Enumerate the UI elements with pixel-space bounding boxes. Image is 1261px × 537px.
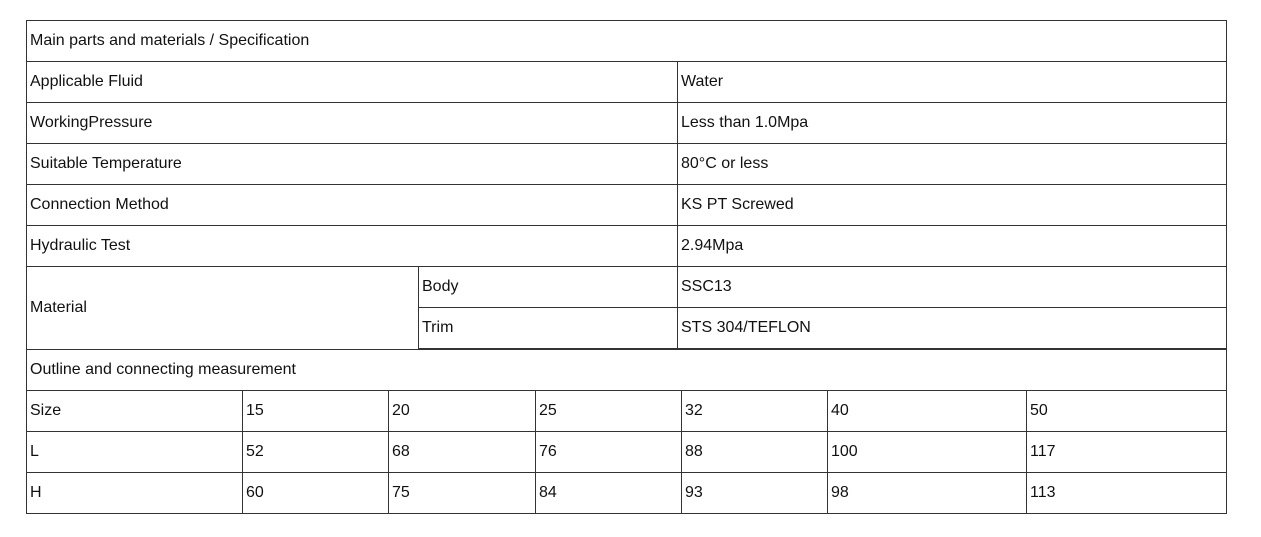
outline-cell: 117 [1027, 432, 1227, 473]
outline-cell: 75 [389, 473, 536, 514]
outline-cell: 60 [243, 473, 389, 514]
outline-row-h [27, 473, 1227, 514]
spec-row [27, 62, 1227, 103]
outline-cell: 113 [1027, 473, 1227, 514]
outline-cell: 20 [389, 391, 536, 432]
spec-label: Applicable Fluid [27, 62, 678, 103]
spec-label: Suitable Temperature [27, 144, 678, 185]
outline-cell: 52 [243, 432, 389, 473]
specification-table [26, 20, 1227, 350]
outline-title-row [27, 350, 1227, 391]
material-part-name: Body [419, 267, 678, 308]
outline-cell: 76 [536, 432, 682, 473]
outline-row-label: L [27, 432, 243, 473]
spec-row [27, 144, 1227, 185]
spec-label: WorkingPressure [27, 103, 678, 144]
outline-cell: 32 [682, 391, 828, 432]
outline-cell: 100 [828, 432, 1027, 473]
outline-cell: 50 [1027, 391, 1227, 432]
material-part-value: STS 304/TEFLON [678, 308, 1227, 350]
material-row-body [27, 267, 1227, 308]
outline-title: Outline and connecting measurement [27, 350, 1227, 391]
spec-title: Main parts and materials / Specification [27, 21, 1227, 62]
spec-value: Less than 1.0Mpa [678, 103, 1227, 144]
outline-cell: 25 [536, 391, 682, 432]
outline-row-label: H [27, 473, 243, 514]
material-part-name: Trim [419, 308, 678, 350]
spec-value: KS PT Screwed [678, 185, 1227, 226]
spec-label: Hydraulic Test [27, 226, 678, 267]
spec-row [27, 185, 1227, 226]
outline-row-l [27, 432, 1227, 473]
outline-cell: 93 [682, 473, 828, 514]
outline-row-size [27, 391, 1227, 432]
outline-cell: 15 [243, 391, 389, 432]
spec-row [27, 226, 1227, 267]
spec-label: Connection Method [27, 185, 678, 226]
spec-value: 80°C or less [678, 144, 1227, 185]
outline-cell: 40 [828, 391, 1027, 432]
outline-cell: 68 [389, 432, 536, 473]
outline-cell: 98 [828, 473, 1027, 514]
material-label: Material [27, 267, 419, 350]
spec-title-row [27, 21, 1227, 62]
spec-value: 2.94Mpa [678, 226, 1227, 267]
spec-row [27, 103, 1227, 144]
outline-row-label: Size [27, 391, 243, 432]
outline-cell: 88 [682, 432, 828, 473]
outline-cell: 84 [536, 473, 682, 514]
spec-value: Water [678, 62, 1227, 103]
material-part-value: SSC13 [678, 267, 1227, 308]
outline-measurement-table [26, 349, 1227, 514]
